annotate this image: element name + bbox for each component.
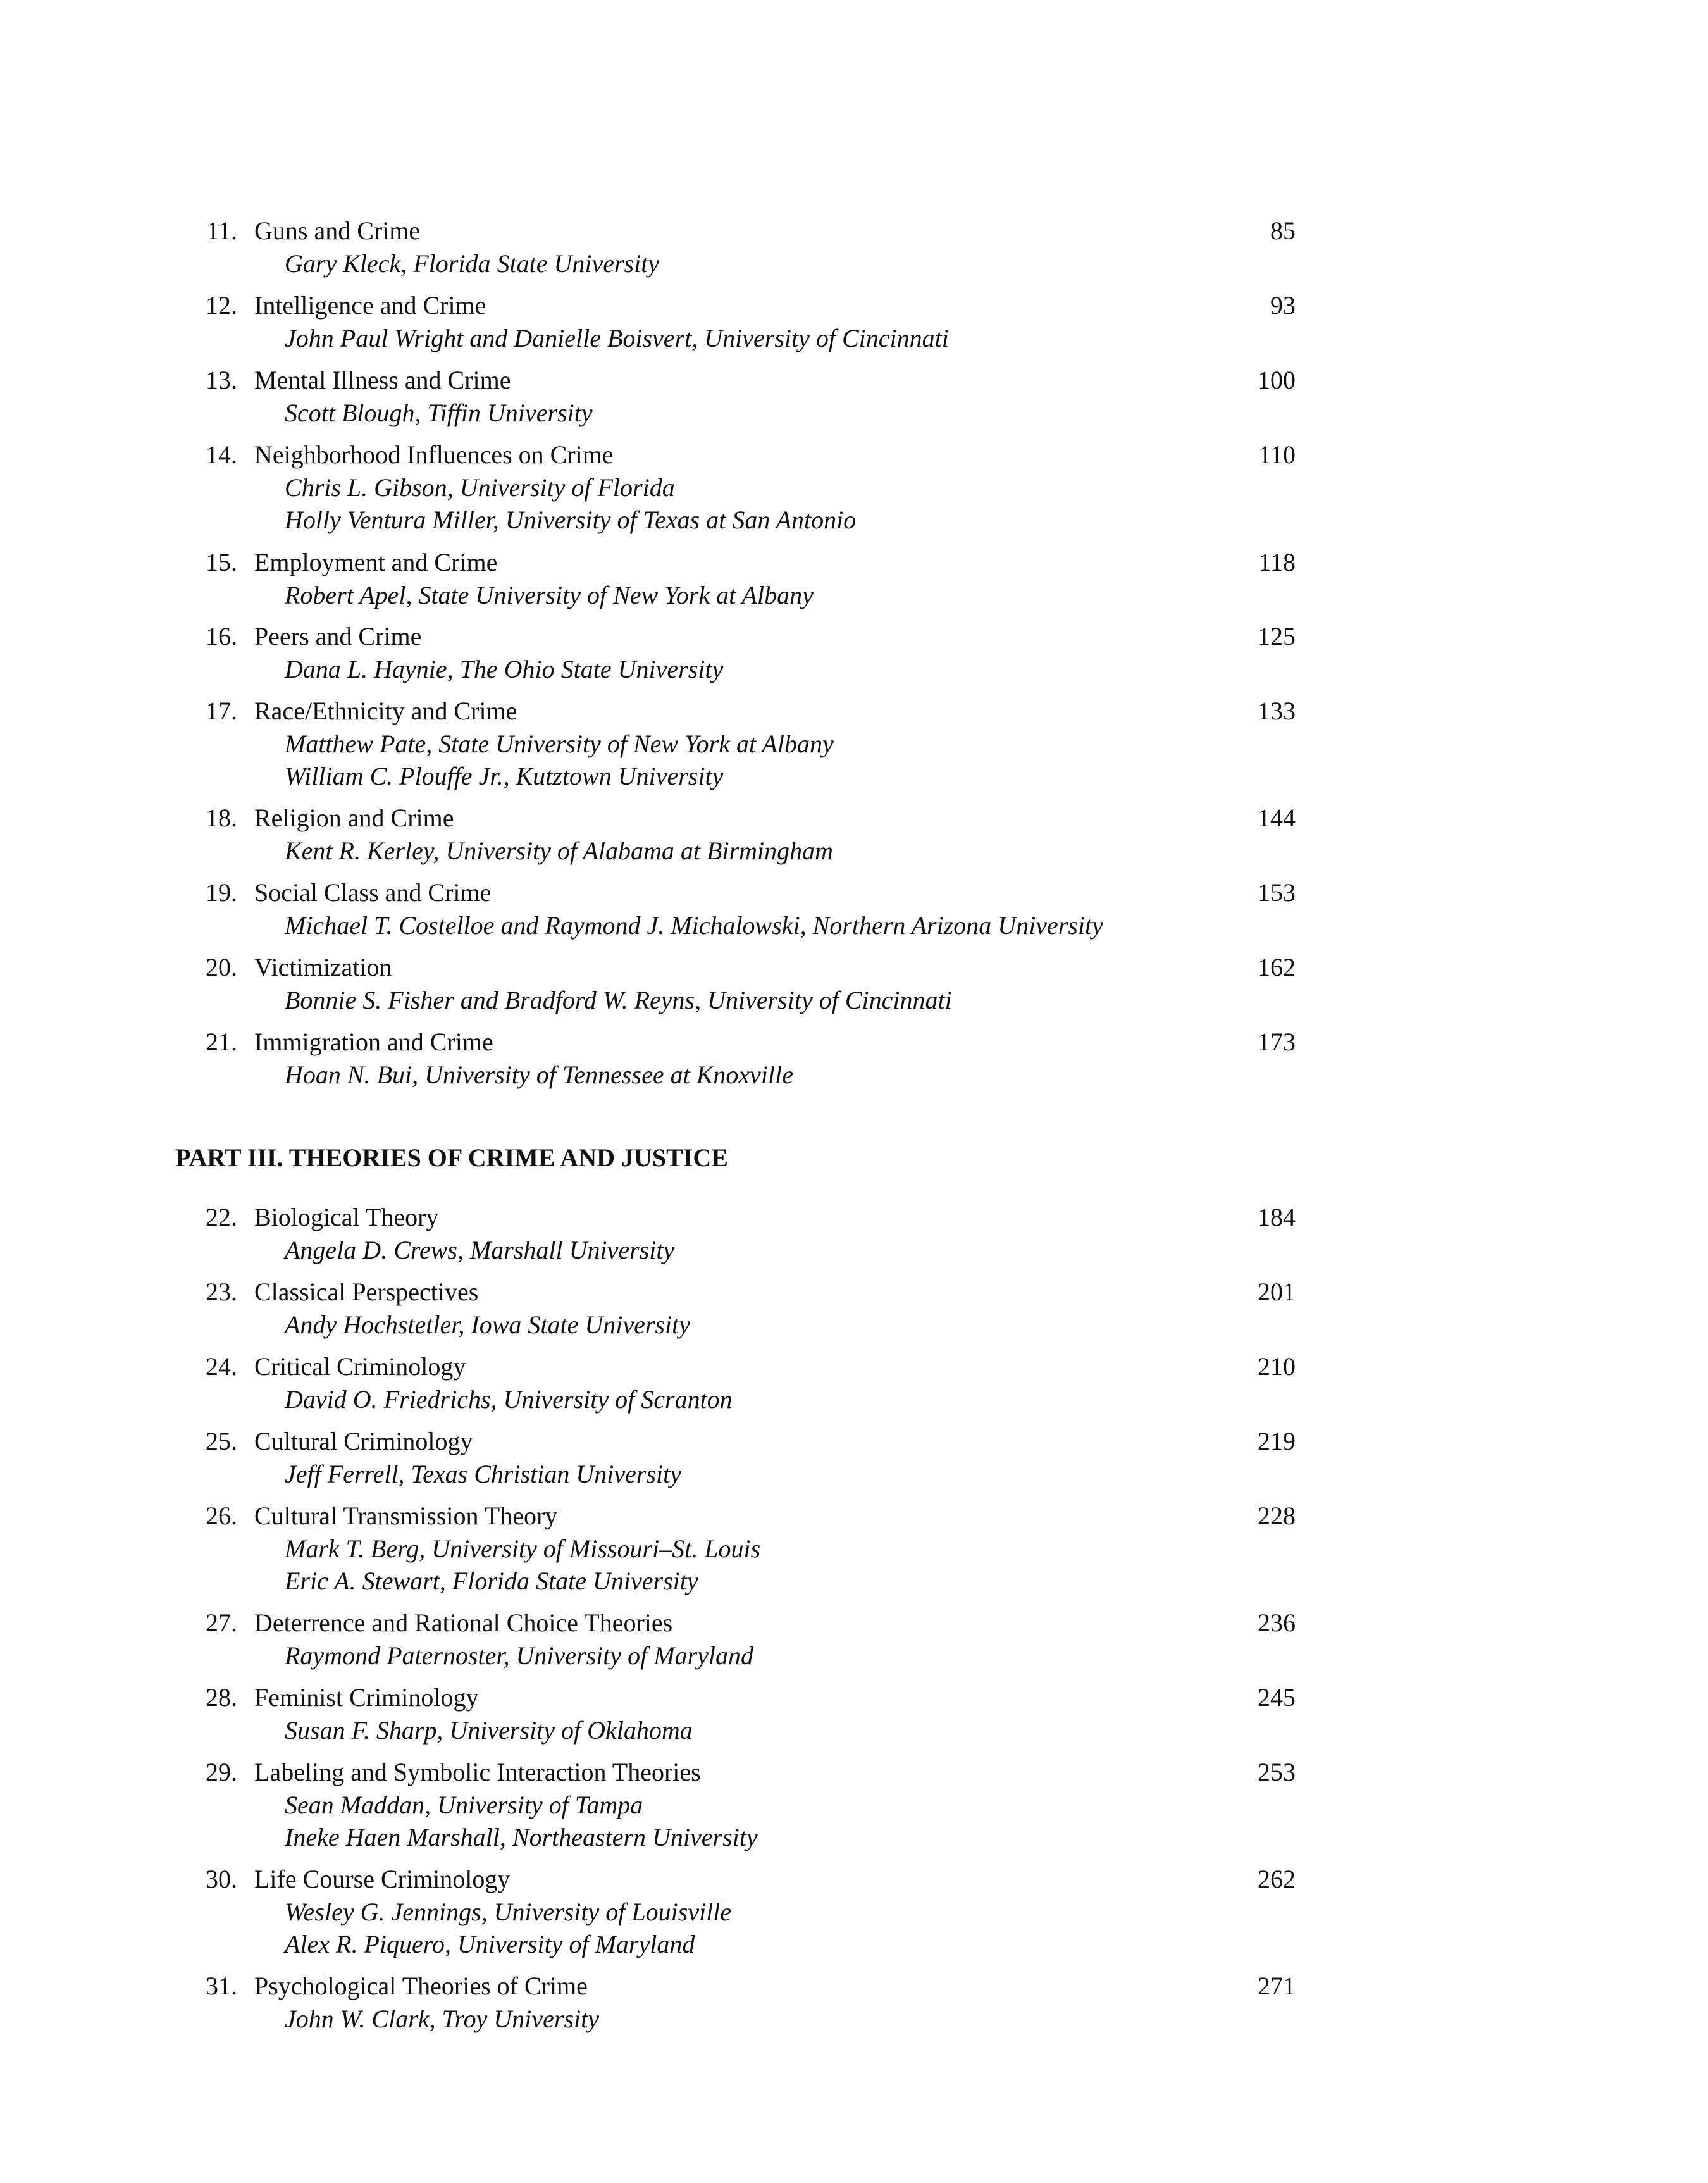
entry-title: Classical Perspectives (254, 1278, 479, 1306)
entry-author: Sean Maddan, University of Tampa (285, 1791, 643, 1819)
entry-title: Deterrence and Rational Choice Theories (254, 1608, 673, 1637)
entry-title: Cultural Criminology (254, 1427, 473, 1455)
entry-number: 29. (206, 1758, 237, 1786)
entry-page-number: 125 (1258, 622, 1296, 650)
entry-page-number: 133 (1258, 697, 1296, 725)
entry-title: Victimization (254, 953, 392, 981)
entry-title: Mental Illness and Crime (254, 366, 511, 394)
entry-author: Angela D. Crews, Marshall University (285, 1236, 675, 1264)
entry-author: Michael T. Costelloe and Raymond J. Michalowski, Northern Arizona University (285, 911, 1103, 940)
entry-title: Neighborhood Influences on Crime (254, 440, 614, 469)
part-heading: PART III. THEORIES OF CRIME AND JUSTICE (175, 1143, 728, 1172)
entry-number: 24. (206, 1352, 237, 1381)
entry-number: 19. (206, 878, 237, 907)
entry-number: 20. (206, 953, 237, 981)
entry-number: 25. (206, 1427, 237, 1455)
entry-author: Dana L. Haynie, The Ohio State University (285, 655, 724, 683)
entry-author: Robert Apel, State University of New York at Albany (285, 581, 814, 609)
entry-number: 12. (206, 291, 237, 320)
entry-title: Guns and Crime (254, 216, 421, 245)
entry-number: 13. (206, 366, 237, 394)
entry-title: Life Course Criminology (254, 1865, 511, 1893)
entry-number: 28. (206, 1683, 237, 1712)
entry-page-number: 85 (1270, 216, 1296, 245)
entry-page-number: 228 (1258, 1502, 1296, 1530)
entry-author: Hoan N. Bui, University of Tennessee at Knoxville (285, 1060, 793, 1089)
entry-author: William C. Plouffe Jr., Kutztown University (285, 762, 724, 790)
entry-title: Immigration and Crime (254, 1028, 493, 1056)
entry-title: Social Class and Crime (254, 878, 492, 907)
entry-author: Andy Hochstetler, Iowa State University (285, 1310, 690, 1339)
entry-author: John Paul Wright and Danielle Boisvert, University of Cincinnati (285, 324, 949, 352)
entry-page-number: 93 (1270, 291, 1296, 320)
entry-title: Labeling and Symbolic Interaction Theories (254, 1758, 701, 1786)
entry-number: 30. (206, 1865, 237, 1893)
entry-number: 22. (206, 1203, 237, 1231)
entry-author: Holly Ventura Miller, University of Texas at San Antonio (285, 506, 857, 534)
entry-number: 26. (206, 1502, 237, 1530)
entry-title: Peers and Crime (254, 622, 422, 650)
entry-number: 27. (206, 1608, 237, 1637)
entry-author: Mark T. Berg, University of Missouri–St. Louis (285, 1534, 761, 1563)
entry-author: Kent R. Kerley, University of Alabama at Birmingham (285, 837, 833, 865)
entry-page-number: 153 (1258, 878, 1296, 907)
entry-title: Religion and Crime (254, 804, 454, 832)
entry-author: Wesley G. Jennings, University of Louisville (285, 1898, 732, 1926)
entry-number: 21. (206, 1028, 237, 1056)
entry-author: Bonnie S. Fisher and Bradford W. Reyns, University of Cincinnati (285, 986, 952, 1014)
entry-page-number: 236 (1258, 1608, 1296, 1637)
entry-author: Matthew Pate, State University of New York at Albany (285, 730, 834, 758)
entry-number: 14. (206, 440, 237, 469)
entry-page-number: 118 (1258, 548, 1296, 576)
entry-page-number: 110 (1258, 440, 1296, 469)
entry-author: John W. Clark, Troy University (285, 2005, 600, 2033)
entry-page-number: 262 (1258, 1865, 1296, 1893)
entry-title: Race/Ethnicity and Crime (254, 697, 517, 725)
entry-page-number: 173 (1258, 1028, 1296, 1056)
entry-number: 18. (206, 804, 237, 832)
entry-author: Susan F. Sharp, University of Oklahoma (285, 1716, 693, 1745)
entry-title: Critical Criminology (254, 1352, 466, 1381)
entry-page-number: 219 (1258, 1427, 1296, 1455)
entry-author: Gary Kleck, Florida State University (285, 249, 660, 278)
entry-author: Jeff Ferrell, Texas Christian University (285, 1460, 681, 1488)
entry-title: Intelligence and Crime (254, 291, 486, 320)
entry-number: 31. (206, 1972, 237, 2000)
entry-title: Cultural Transmission Theory (254, 1502, 558, 1530)
entry-number: 17. (206, 697, 237, 725)
entry-title: Employment and Crime (254, 548, 498, 576)
entry-title: Psychological Theories of Crime (254, 1972, 588, 2000)
entry-page-number: 184 (1258, 1203, 1296, 1231)
entry-author: Raymond Paternoster, University of Maryland (285, 1641, 753, 1670)
entry-author: Eric A. Stewart, Florida State University (285, 1567, 698, 1595)
entry-page-number: 144 (1258, 804, 1296, 832)
entry-number: 23. (206, 1278, 237, 1306)
entry-title: Feminist Criminology (254, 1683, 479, 1712)
entry-page-number: 210 (1258, 1352, 1296, 1381)
entry-author: Ineke Haen Marshall, Northeastern University (285, 1823, 758, 1851)
entry-author: Scott Blough, Tiffin University (285, 399, 593, 427)
entry-page-number: 271 (1258, 1972, 1296, 2000)
entry-title: Biological Theory (254, 1203, 439, 1231)
entry-author: David O. Friedrichs, University of Scranton (285, 1385, 733, 1414)
entry-page-number: 201 (1258, 1278, 1296, 1306)
entry-number: 16. (206, 622, 237, 650)
entry-author: Alex R. Piquero, University of Maryland (285, 1930, 695, 1958)
entry-number: 15. (206, 548, 237, 576)
entry-number: 11. (206, 216, 237, 245)
entry-page-number: 253 (1258, 1758, 1296, 1786)
entry-page-number: 162 (1258, 953, 1296, 981)
entry-author: Chris L. Gibson, University of Florida (285, 473, 675, 502)
entry-page-number: 245 (1258, 1683, 1296, 1712)
entry-page-number: 100 (1258, 366, 1296, 394)
